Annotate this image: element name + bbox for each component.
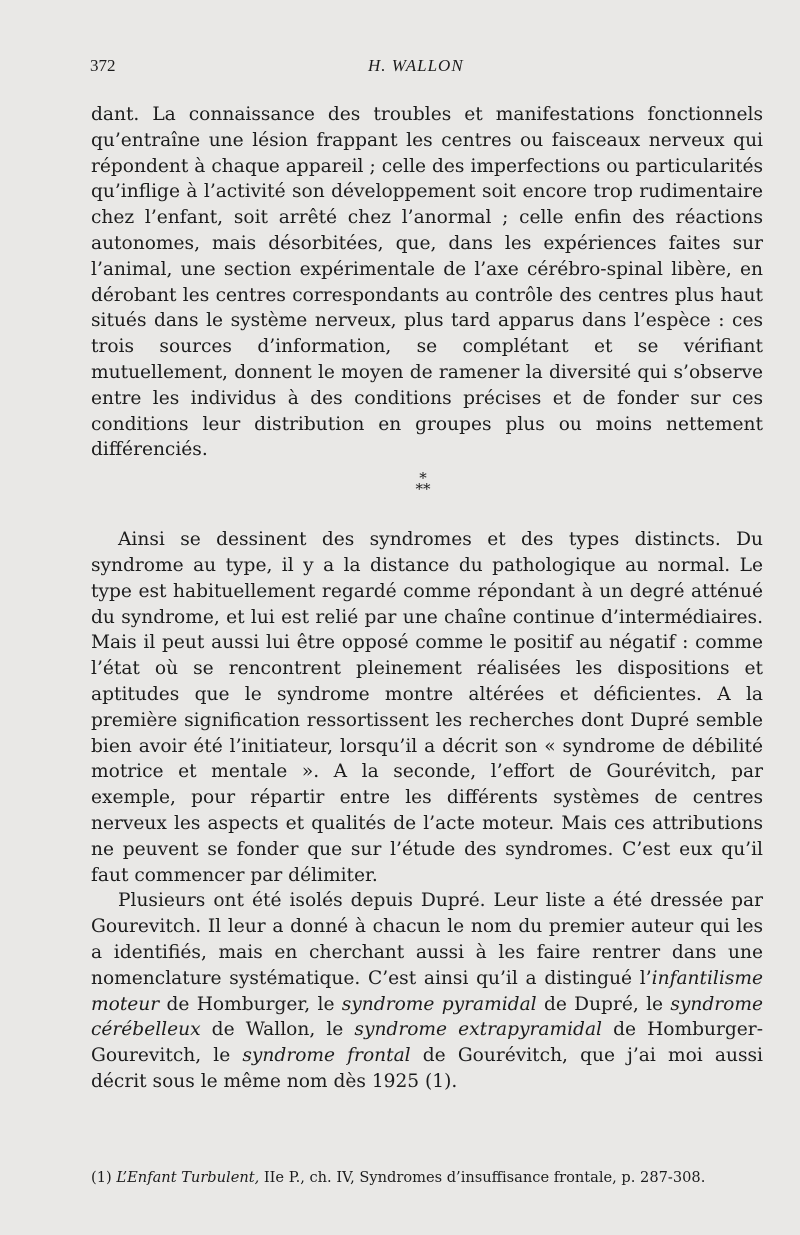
paragraph-3-seg-8: de Homburger-Gourevitch, le [91,1019,763,1067]
paragraph-1-text: dant. La connaissance des troubles et manifestations fonctionnels qu’entraîne une lésion frappant les centres ou faisceaux nerveux qui répondent à chaque appareil ; celle des imperfections ou particularités qu’inflige à l’activité son développement soit encore trop rudimentaire chez l’enfant, soit arrêté chez l’anormal ; celle enfin des réactions autonomes, mais désorbitées, que, dans les expériences faites sur l’animal, une section expérimentale de l’axe cérébro-spinal libère, en dérobant les centres correspondants au contrôle des centres plus haut situés dans le système nerveux, plus tard apparus dans l’espèce : ces trois sources d’information, se complétant et se vérifiant mutuellement, donnent le moyen de ramener la diversité qui s’observe entre les individus à des conditions précises et de fonder sur ces conditions leur distribution en groupes plus ou moins nettement différenciés. [91,104,763,461]
asterism: * ** [415,469,431,499]
paragraph-3-seg-3: syndrome pyramidal [341,993,537,1015]
body-text [91,102,763,1095]
footnote-text: IIe P., ch. IV, Syndromes d’insuffisance frontale, p. 287-308. [259,1169,706,1186]
section-separator [91,463,763,527]
footnote-marker: (1) [91,1169,117,1186]
paragraph-3-seg-4: de Dupré, le [536,993,671,1015]
paragraph-3-seg-6: de Wallon, le [200,1019,355,1041]
paragraph-3-seg-2: de Homburger, le [159,993,342,1015]
paragraph-2 [91,527,763,888]
paragraph-3-seg-7: syndrome extrapyramidal [354,1019,602,1041]
page-header [90,56,770,80]
paragraph-1 [91,102,763,463]
paragraph-3-seg-1: infantilisme moteur [91,967,763,1015]
paragraph-2-text: Ainsi se dessinent des syndromes et des types distincts. Du syndrome au type, il y a la distance du pathologique au normal. Le type est habituellement regardé comme répondant à un degré atténué du syndrome, et lui est relié par une chaîne continue d’intermédiaires. Mais il peut aussi lui être opposé comme le positif au négatif : comme l’état où se rencontrent pleinement réalisées les dispositions et aptitudes que le syndrome montre altérées et déficientes. A la première signification ressortissent les recherches dont Dupré semble bien avoir été l’initiateur, lorsqu’il a décrit son « syndrome de débilité motrice et mentale ». A la seconde, l’effort de Gourévitch, par exemple, pour répartir entre les différents systèmes de centres nerveux les aspects et qualités de l’acte moteur. Mais ces attributions ne peuvent se fonder que sur l’étude des syndromes. C’est eux qu’il faut commencer par délimiter. [91,529,763,886]
footnote [91,1168,767,1187]
running-head: H. WALLON [368,56,464,75]
page-number: 372 [90,56,116,75]
paragraph-3 [91,888,763,1094]
paragraph-3-seg-9: syndrome frontal [242,1045,411,1067]
paragraph-3-seg-10: de Gourévitch, que j’ai moi aussi décrit sous le même nom dès 1925 (1). [91,1045,763,1092]
paragraph-3-seg-5: syndrome cérébelleux [91,993,763,1041]
footnote-title: L’Enfant Turbulent, [116,1169,260,1186]
paragraph-3-seg-0: Plusieurs ont été isolés depuis Dupré. Leur liste a été dressée par Gourevitch. Il leur a donné à chacun le nom du premier auteur qui les a identifiés, mais en cherchant aussi à les faire rentrer dans une nomenclature systématique. C’est ainsi qu’il a distingué l’ [91,890,763,989]
